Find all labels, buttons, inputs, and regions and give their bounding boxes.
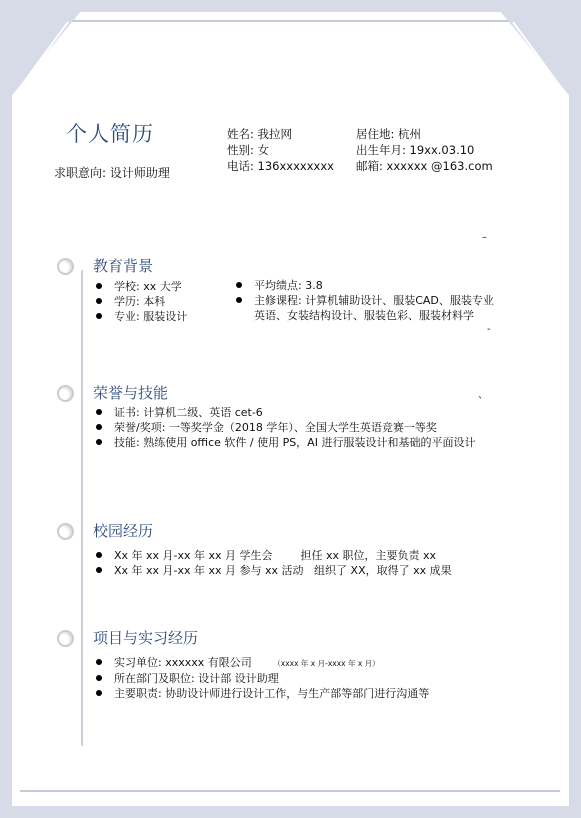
campus-list <box>94 548 452 578</box>
info-phone: 电话: 136xxxxxxxx <box>227 159 334 173</box>
corner-decoration-icon <box>491 0 581 110</box>
stray-mark: – <box>482 232 487 243</box>
section-title-projects: 项目与实习经历 <box>93 629 199 647</box>
honors-list <box>94 405 475 450</box>
info-name: 姓名: 我拉网 <box>227 127 293 141</box>
page-title: 个人简历 <box>66 122 154 146</box>
stray-mark: - <box>487 324 491 335</box>
info-gender: 性别: 女 <box>227 143 270 157</box>
education-right-list <box>234 278 502 323</box>
timeline-line <box>81 270 83 746</box>
internship-company: 实习单位: xxxxxx 有限公司 <box>114 656 252 669</box>
internship-period: （xxxx 年 x 月-xxxx 年 x 月） <box>273 659 380 668</box>
personal-info-right <box>356 126 493 174</box>
stray-mark: 、 <box>478 390 488 401</box>
section-dot-icon <box>57 258 74 275</box>
list-item <box>94 655 429 671</box>
projects-list <box>94 655 429 701</box>
personal-info-left <box>227 126 334 174</box>
list-item: 所在部门及职位: 设计部 设计助理 <box>94 671 429 686</box>
info-email: 邮箱: xxxxxx @163.com <box>356 159 493 173</box>
section-title-honors: 荣誉与技能 <box>93 384 169 402</box>
list-item: 证书: 计算机二级、英语 cet-6 <box>94 405 475 420</box>
frame-line-top <box>60 20 560 22</box>
section-dot-icon <box>57 523 74 540</box>
list-item: 荣誉/奖项: 一等奖学金（2018 学年）、全国大学生英语竞赛一等奖 <box>94 420 475 435</box>
list-item: 主修课程: 计算机辅助设计、服装CAD、服装专业英语、女装结构设计、服装色彩、服装材料学 <box>234 293 502 323</box>
corner-decoration-icon <box>0 0 90 110</box>
list-item: Xx 年 xx 月-xx 年 xx 月 参与 xx 活动 组织了 XX，取得了 xx 成果 <box>94 563 452 578</box>
frame-line-bottom <box>20 790 560 792</box>
list-item: 主要职责: 协助设计师进行设计工作，与生产部等部门进行沟通等 <box>94 686 429 701</box>
list-item: 平均绩点: 3.8 <box>234 278 502 293</box>
section-dot-icon <box>57 385 74 402</box>
section-title-education: 教育背景 <box>93 257 154 275</box>
list-item: 技能: 熟练使用 office 软件 / 使用 PS，AI 进行服装设计和基础的平面设计 <box>94 435 475 450</box>
list-item: 学历: 本科 <box>94 294 187 309</box>
section-title-campus: 校园经历 <box>93 522 154 540</box>
info-birth: 出生年月: 19xx.03.10 <box>356 143 475 157</box>
info-residence: 居住地: 杭州 <box>356 127 422 141</box>
section-dot-icon <box>57 630 74 647</box>
job-objective: 求职意向: 设计师助理 <box>54 166 170 180</box>
list-item: 专业: 服装设计 <box>94 309 187 324</box>
education-left-list <box>94 279 187 324</box>
list-item: 学校: xx 大学 <box>94 279 187 294</box>
list-item: Xx 年 xx 月-xx 年 xx 月 学生会 担任 xx 职位，主要负责 xx <box>94 548 452 563</box>
